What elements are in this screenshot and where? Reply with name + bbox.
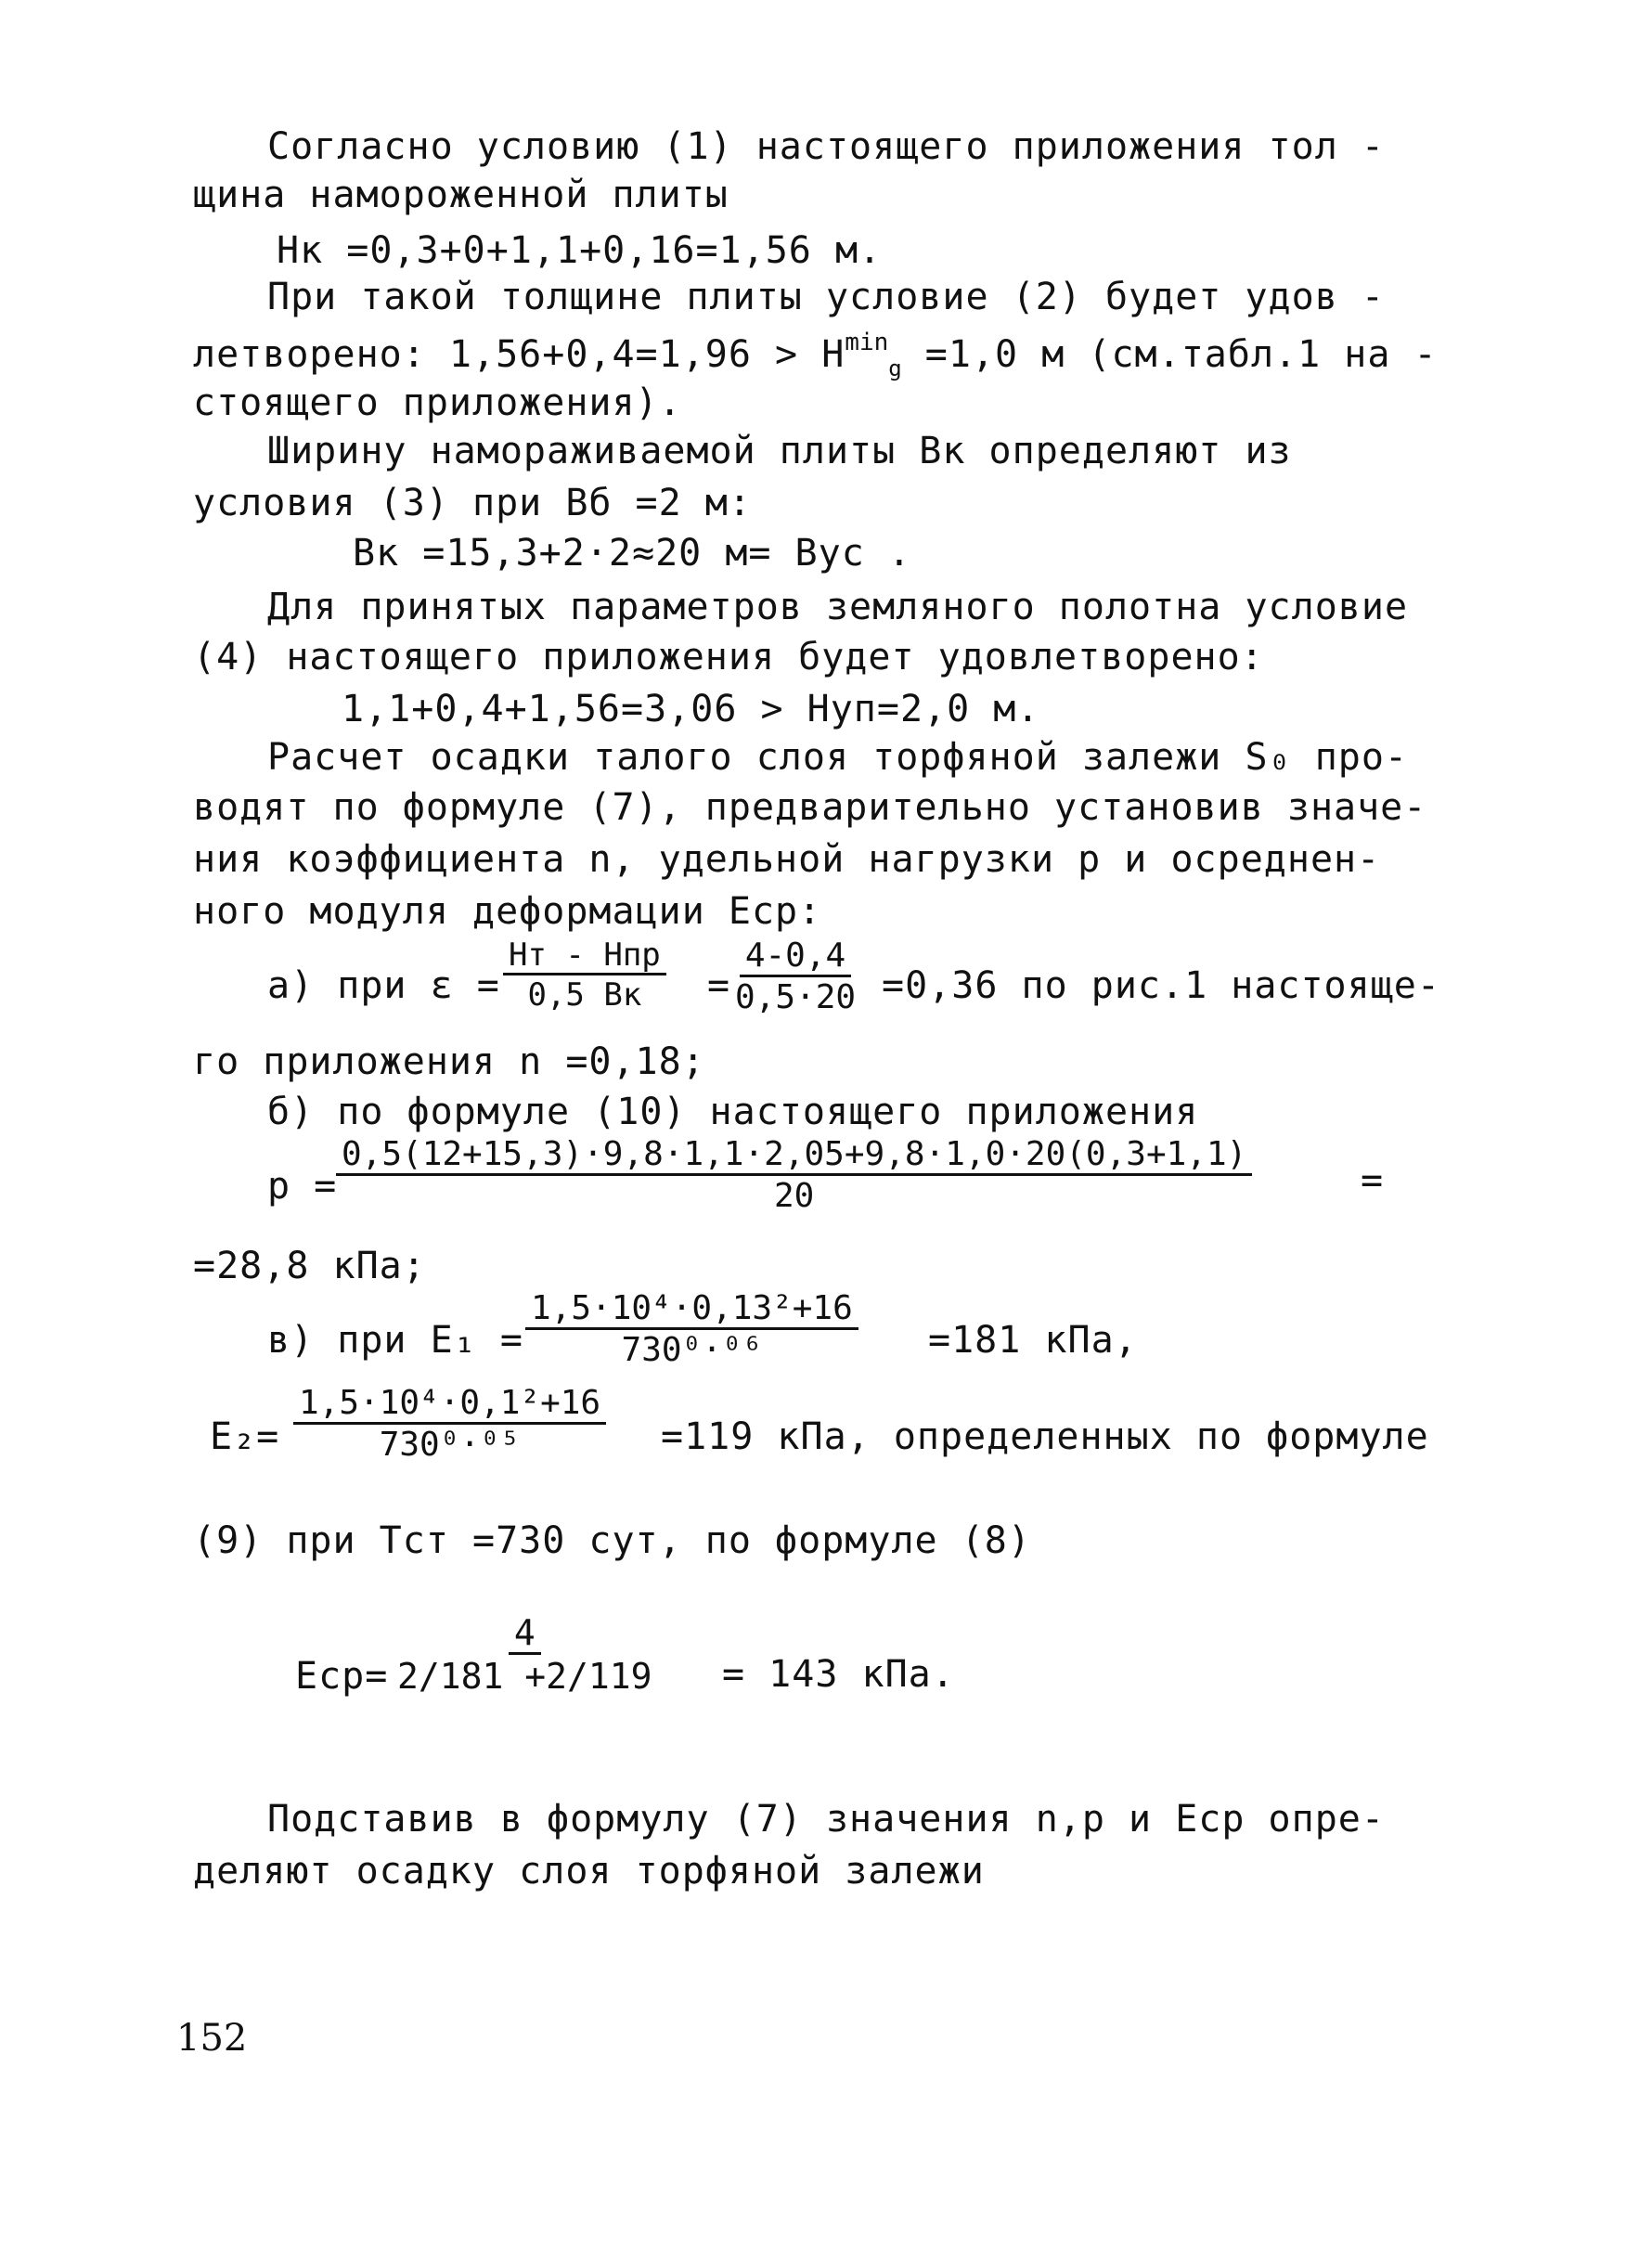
item-a-frac2-den: 0,5·20 xyxy=(735,978,857,1016)
item-a-prefix: а) при ε = xyxy=(267,964,500,1007)
p6-line1: Подставив в формулу (7) значения n,p и Eср опре- xyxy=(267,1798,1385,1841)
p1-line1: Согласно условию (1) настоящего приложения тол - xyxy=(267,125,1385,168)
item-b-line1: б) по формуле (10) настоящего приложения xyxy=(267,1091,1199,1133)
item-a-frac1-den: 0,5 Bк xyxy=(527,976,642,1014)
p5-line4: ного модуля деформации Eср: xyxy=(193,890,822,933)
item-b-num: 0,5(12+15,3)·9,8·1,1·2,05+9,8·1,0·20(0,3+1,1) xyxy=(336,1138,1252,1176)
item-v-e1-num: 1,5·10⁴·0,13²+16 xyxy=(525,1292,858,1330)
p3-line2: условия (3) при Bб =2 м: xyxy=(193,482,752,524)
item-b-result: =28,8 кПа; xyxy=(193,1245,426,1287)
item-v-e1-fraction xyxy=(525,1289,858,1369)
item-a-suffix: =0,36 по рис.1 настояще- xyxy=(882,964,1440,1007)
item-b-lhs: p = xyxy=(267,1165,338,1208)
p2-line1: При такой толщине плиты условие (2) будет удов - xyxy=(267,276,1385,318)
item-a-fraction-2 xyxy=(735,939,856,1014)
ecp-den: 2/181 +2/119 xyxy=(397,1656,652,1697)
item-b-den: 20 xyxy=(773,1177,815,1215)
item-v-e2-lhs: E₂= xyxy=(210,1415,280,1458)
p2-line2-sup: min xyxy=(845,329,889,356)
p2-line3: стоящего приложения). xyxy=(193,381,682,424)
p1-line2: щина намороженной плиты xyxy=(193,174,729,216)
item-v-e2-result: =119 кПа, определенных по формуле xyxy=(661,1415,1429,1458)
ecp-num: 4 xyxy=(509,1615,541,1655)
item-a-frac1-num: Hт - Hпр xyxy=(503,939,666,975)
p5-line3: ния коэффициента n, удельной нагрузки p и осреднен- xyxy=(193,838,1381,881)
ecp-fraction xyxy=(397,1612,652,1697)
p4-formula: 1,1+0,4+1,56=3,06 > Hуп=2,0 м. xyxy=(342,688,1040,730)
p2-line2-a: летворено: 1,56+0,4=1,96 > H xyxy=(193,333,845,376)
p5-line1: Расчет осадки талого слоя торфяной залежи S₀ про- xyxy=(267,736,1409,779)
item-a-fraction-1 xyxy=(503,937,666,1014)
p5-line2: водят по формуле (7), предварительно установив значе- xyxy=(193,786,1427,829)
item-b-tail: = xyxy=(1361,1159,1385,1202)
item-v-e1-result: =181 кПа, xyxy=(928,1319,1138,1362)
page-number: 152 xyxy=(176,2017,248,2060)
p3-formula: Bк =15,3+2·2≈20 м= Bус . xyxy=(353,532,911,575)
p2-line2 xyxy=(193,330,1438,380)
p2-line2-sub: g xyxy=(888,355,902,381)
item-a-eq: = xyxy=(707,964,731,1007)
item-v-e2-den: 730⁰·⁰⁵ xyxy=(379,1426,521,1464)
p4-line2: (4) настоящего приложения будет удовлетворено: xyxy=(193,636,1264,678)
item-a-frac2-num: 4-0,4 xyxy=(740,939,851,977)
p6-line2: деляют осадку слоя торфяной залежи xyxy=(193,1850,985,1893)
item-v-line3: (9) при Tст =730 сут, по формуле (8) xyxy=(193,1519,1031,1562)
item-v-prefix: в) при E₁ = xyxy=(267,1319,523,1362)
ecp-result: = 143 кПа. xyxy=(722,1653,955,1696)
item-b-fraction xyxy=(336,1135,1252,1215)
item-v-e1-den: 730⁰·⁰⁶ xyxy=(621,1331,763,1369)
item-a-line2: го приложения n =0,18; xyxy=(193,1040,705,1083)
ecp-lhs: Eср= xyxy=(295,1655,389,1698)
p4-line1: Для принятых параметров земляного полотна условие xyxy=(267,586,1409,628)
p3-line1: Ширину намораживаемой плиты Bк определяют из xyxy=(267,430,1292,472)
p2-line2-b: =1,0 м (см.табл.1 на - xyxy=(901,333,1438,376)
item-v-e2-fraction xyxy=(293,1384,606,1464)
item-v-e2-num: 1,5·10⁴·0,1²+16 xyxy=(293,1387,606,1425)
p1-formula: Hк =0,3+0+1,1+0,16=1,56 м. xyxy=(277,229,883,272)
